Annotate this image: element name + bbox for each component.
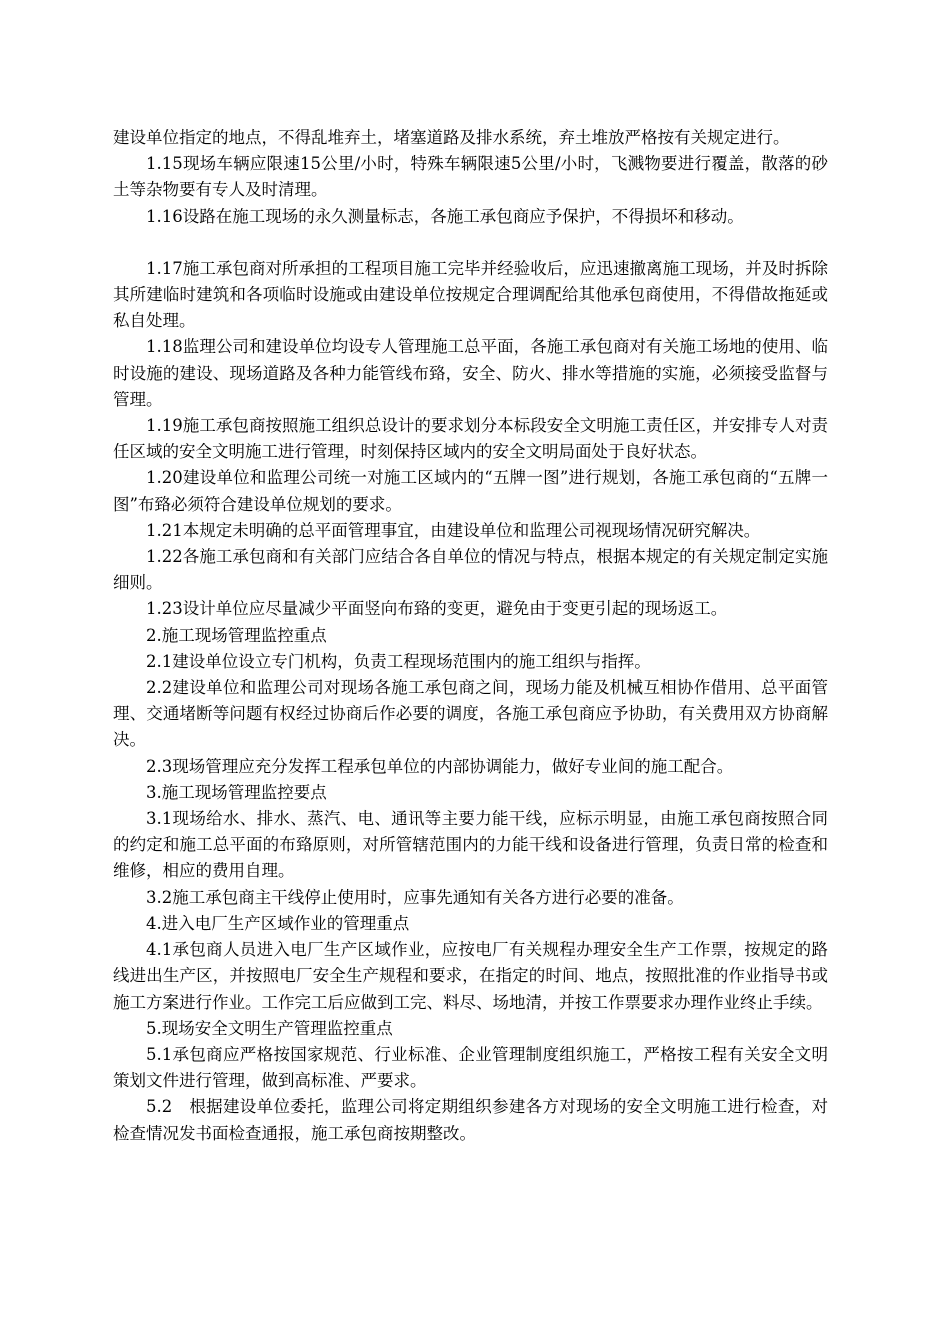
paragraph-1-18: 1.18监理公司和建设单位均设专人管理施工总平面，各施工承包商对有关施工场地的使用、临时设施的建设、现场道路及各种力能管线布臵，安全、防火、排水等措施的实施，必须接受监督与管理。	[113, 337, 828, 409]
paragraph-1-19: 1.19施工承包商按照施工组织总设计的要求划分本标段安全文明施工责任区，并安排专人对责任区域的安全文明施工进行管理，时刻保持区域内的安全文明局面处于良好状态。	[113, 416, 828, 462]
paragraph-3-1: 3.1现场给水、排水、蒸汽、电、通讯等主要力能干线，应标示明显，由施工承包商按照合同的约定和施工总平面的布臵原则，对所管辖范围内的力能干线和设备进行管理，负责日常的检查和维修，相应的费用自理。	[113, 809, 828, 881]
paragraph-1-17: 1.17施工承包商对所承担的工程项目施工完毕并经验收后，应迅速撤离施工现场，并及时拆除其所建临时建筑和各项临时设施或由建设单位按规定合理调配给其他承包商使用，不得借故拖延或私自处理。	[113, 258, 828, 331]
paragraph-5-2: 5.2 根据建设单位委托，监理公司将定期组织参建各方对现场的安全文明施工进行检查，对检查情况发书面检查通报，施工承包商按期整改。	[113, 1097, 828, 1143]
section-heading-3: 3.施工现场管理监控要点	[146, 782, 327, 802]
document-body	[113, 125, 828, 1147]
paragraph-1-16: 1.16设路在施工现场的永久测量标志，各施工承包商应予保护，不得损坏和移动。	[146, 206, 744, 226]
paragraph-4-1: 4.1承包商人员进入电厂生产区域作业，应按电厂有关规程办理安全生产工作票，按规定的路线进出生产区，并按照电厂安全生产规程和要求，在指定的时间、地点，按照批准的作业指导书或施工方案进行作业。工作完工后应做到工完、料尽、场地清，并按工作票要求办理作业终止手续。	[113, 940, 828, 1012]
section-heading-5: 5.现场安全文明生产管理监控重点	[146, 1018, 393, 1038]
paragraph-1-21: 1.21本规定未明确的总平面管理事宜，由建设单位和监理公司视现场情况研究解决。	[146, 520, 761, 540]
paragraph-3-2: 3.2施工承包商主干线停止使用时，应事先通知有关各方进行必要的准备。	[146, 887, 684, 907]
paragraph-1-20: 1.20建设单位和监理公司统一对施工区域内的“五牌一图”进行规划，各施工承包商的“五牌一图”布臵必须符合建设单位规划的要求。	[113, 468, 828, 514]
paragraph-5-1: 5.1承包商应严格按国家规范、行业标准、企业管理制度组织施工，严格按工程有关安全文明策划文件进行管理，做到高标准、严要求。	[113, 1044, 828, 1091]
paragraph-1-22: 1.22各施工承包商和有关部门应结合各自单位的情况与特点，根据本规定的有关规定制定实施细则。	[113, 547, 828, 593]
paragraph-2-1: 2.1建设单位设立专门机构，负责工程现场范围内的施工组织与指挥。	[146, 651, 651, 671]
paragraph-continuation: 建设单位指定的地点，不得乱堆弃土，堵塞道路及排水系统，弃土堆放严格按有关规定进行。	[113, 128, 790, 147]
paragraph-2-2: 2.2建设单位和监理公司对现场各施工承包商之间，现场力能及机械互相协作借用、总平面管理、交通堵断等问题有权经过协商后作必要的调度，各施工承包商应予协助，有关费用双方协商解决。	[113, 678, 828, 750]
section-heading-2: 2.施工现场管理监控重点	[146, 625, 327, 645]
paragraph-2-3: 2.3现场管理应充分发挥工程承包单位的内部协调能力，做好专业间的施工配合。	[146, 756, 734, 776]
paragraph-1-23: 1.23设计单位应尽量减少平面竖向布臵的变更，避免由于变更引起的现场返工。	[146, 599, 728, 619]
section-heading-4: 4.进入电厂生产区域作业的管理重点	[146, 913, 410, 933]
paragraph-1-15: 1.15现场车辆应限速15公里/小时，特殊车辆限速5公里/小时，飞溅物要进行覆盖，散落的砂土等杂物要有专人及时清理。	[113, 154, 828, 200]
